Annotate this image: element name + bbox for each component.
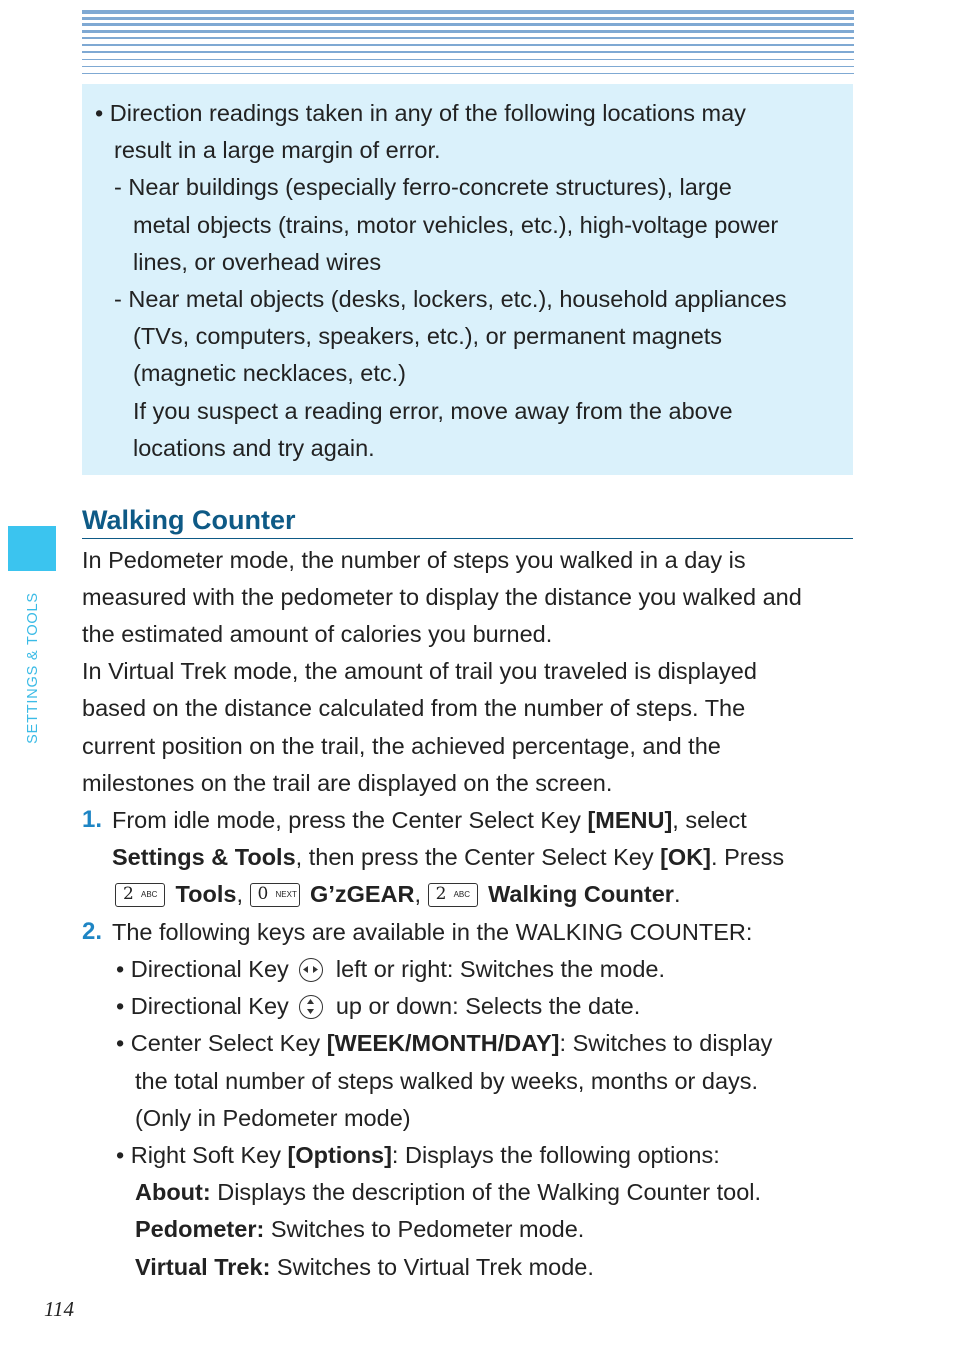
step-1-text: . Press xyxy=(711,844,785,870)
bullet-text: : Displays the following options: xyxy=(391,1142,720,1168)
section-title-rule xyxy=(82,538,853,539)
note-sub-item: - Near metal objects (desks, lockers, etc.), household appliances xyxy=(114,286,787,312)
section-title: Walking Counter xyxy=(82,505,296,535)
option-virtual-trek xyxy=(135,1253,594,1281)
key-number: 2 xyxy=(435,884,447,904)
week-month-day-key-label: [WEEK/MONTH/DAY] xyxy=(326,1030,560,1056)
key-letters: ABC xyxy=(141,890,158,899)
separator: . xyxy=(673,881,681,907)
intro-line: measured with the pedometer to display the distance you walked and xyxy=(82,584,802,610)
bullet-text: left or right: Switches the mode. xyxy=(329,956,666,982)
bullet-text: • Directional Key xyxy=(116,956,296,982)
bullet-text: • Directional Key xyxy=(116,993,296,1019)
menu-item-walking-counter: Walking Counter xyxy=(488,881,674,907)
note-bullet-line: result in a large margin of error. xyxy=(114,137,441,163)
step-1-number: 1. xyxy=(82,806,103,833)
bullet-continuation: (Only in Pedometer mode) xyxy=(135,1105,411,1131)
bullet-text: : Switches to display xyxy=(559,1030,773,1056)
note-sub-item: metal objects (trains, motor vehicles, etc.), high-voltage power xyxy=(133,212,779,238)
menu-item-gzgear: G’zGEAR xyxy=(310,881,415,907)
intro-line: based on the distance calculated from the number of steps. The xyxy=(82,695,746,721)
key-bullet-up-down xyxy=(116,992,640,1020)
key-2-abc-icon xyxy=(115,883,165,907)
separator: , xyxy=(236,881,250,907)
intro-line: the estimated amount of calories you burned. xyxy=(82,621,553,647)
note-sub-item: (magnetic necklaces, etc.) xyxy=(133,360,406,386)
ok-key-label: [OK] xyxy=(660,844,712,870)
note-sub-item: - Near buildings (especially ferro-concrete structures), large xyxy=(114,174,732,200)
key-bullet-right-soft xyxy=(116,1141,720,1169)
option-description: Switches to Pedometer mode. xyxy=(264,1216,585,1242)
settings-tools-label: Settings & Tools xyxy=(112,844,296,870)
step-1-text: , select xyxy=(672,807,747,833)
option-description: Switches to Virtual Trek mode. xyxy=(270,1254,594,1280)
step-2-number: 2. xyxy=(82,918,103,945)
option-about xyxy=(135,1178,761,1206)
bullet-text: • Right Soft Key xyxy=(116,1142,288,1168)
step-1-text: , then press the Center Select Key xyxy=(295,844,661,870)
intro-line: In Pedometer mode, the number of steps you walked in a day is xyxy=(82,547,746,573)
menu-key-label: [MENU] xyxy=(587,807,673,833)
intro-line: milestones on the trail are displayed on the screen. xyxy=(82,770,613,796)
key-0-next-icon xyxy=(250,883,300,907)
option-label: About: xyxy=(135,1179,211,1205)
step-1-key-sequence xyxy=(115,880,680,908)
key-number: 2 xyxy=(123,884,134,904)
note-advice: locations and try again. xyxy=(133,435,375,461)
intro-line: current position on the trail, the achieved percentage, and the xyxy=(82,733,721,759)
key-bullet-left-right xyxy=(116,955,665,983)
separator: , xyxy=(414,881,428,907)
menu-item-tools: Tools xyxy=(175,881,237,907)
step-1-line xyxy=(112,843,784,871)
directional-left-right-icon xyxy=(299,958,323,982)
intro-line: In Virtual Trek mode, the amount of trail you traveled is displayed xyxy=(82,658,757,684)
step-1-text: From idle mode, press the Center Select Key xyxy=(112,807,588,833)
key-bullet-center-select xyxy=(116,1029,772,1057)
key-letters: NEXT xyxy=(275,890,297,899)
note-sub-item: (TVs, computers, speakers, etc.), or permanent magnets xyxy=(133,323,723,349)
directional-up-down-icon xyxy=(299,995,323,1019)
option-label: Pedometer: xyxy=(135,1216,265,1242)
step-1-line xyxy=(112,806,747,834)
key-2-abc-icon xyxy=(428,883,478,907)
section-side-label: SETTINGS & TOOLS xyxy=(25,592,41,744)
header-stripe-band xyxy=(82,10,854,76)
option-label: Virtual Trek: xyxy=(135,1254,271,1280)
option-description: Displays the description of the Walking Counter tool. xyxy=(210,1179,762,1205)
bullet-text: • Center Select Key xyxy=(116,1030,327,1056)
note-advice: If you suspect a reading error, move away from the above xyxy=(133,398,733,424)
page-number: 114 xyxy=(44,1297,74,1321)
key-number: 0 xyxy=(257,884,269,904)
bullet-continuation: the total number of steps walked by weeks, months or days. xyxy=(135,1068,759,1094)
options-key-label: [Options] xyxy=(287,1142,392,1168)
option-pedometer xyxy=(135,1215,584,1243)
step-2-text: The following keys are available in the WALKING COUNTER: xyxy=(112,919,753,945)
bullet-text: up or down: Selects the date. xyxy=(329,993,641,1019)
note-sub-item: lines, or overhead wires xyxy=(133,249,382,275)
section-side-tab xyxy=(8,526,56,571)
note-bullet-line: • Direction readings taken in any of the following locations may xyxy=(95,100,746,126)
key-letters: ABC xyxy=(453,890,471,899)
